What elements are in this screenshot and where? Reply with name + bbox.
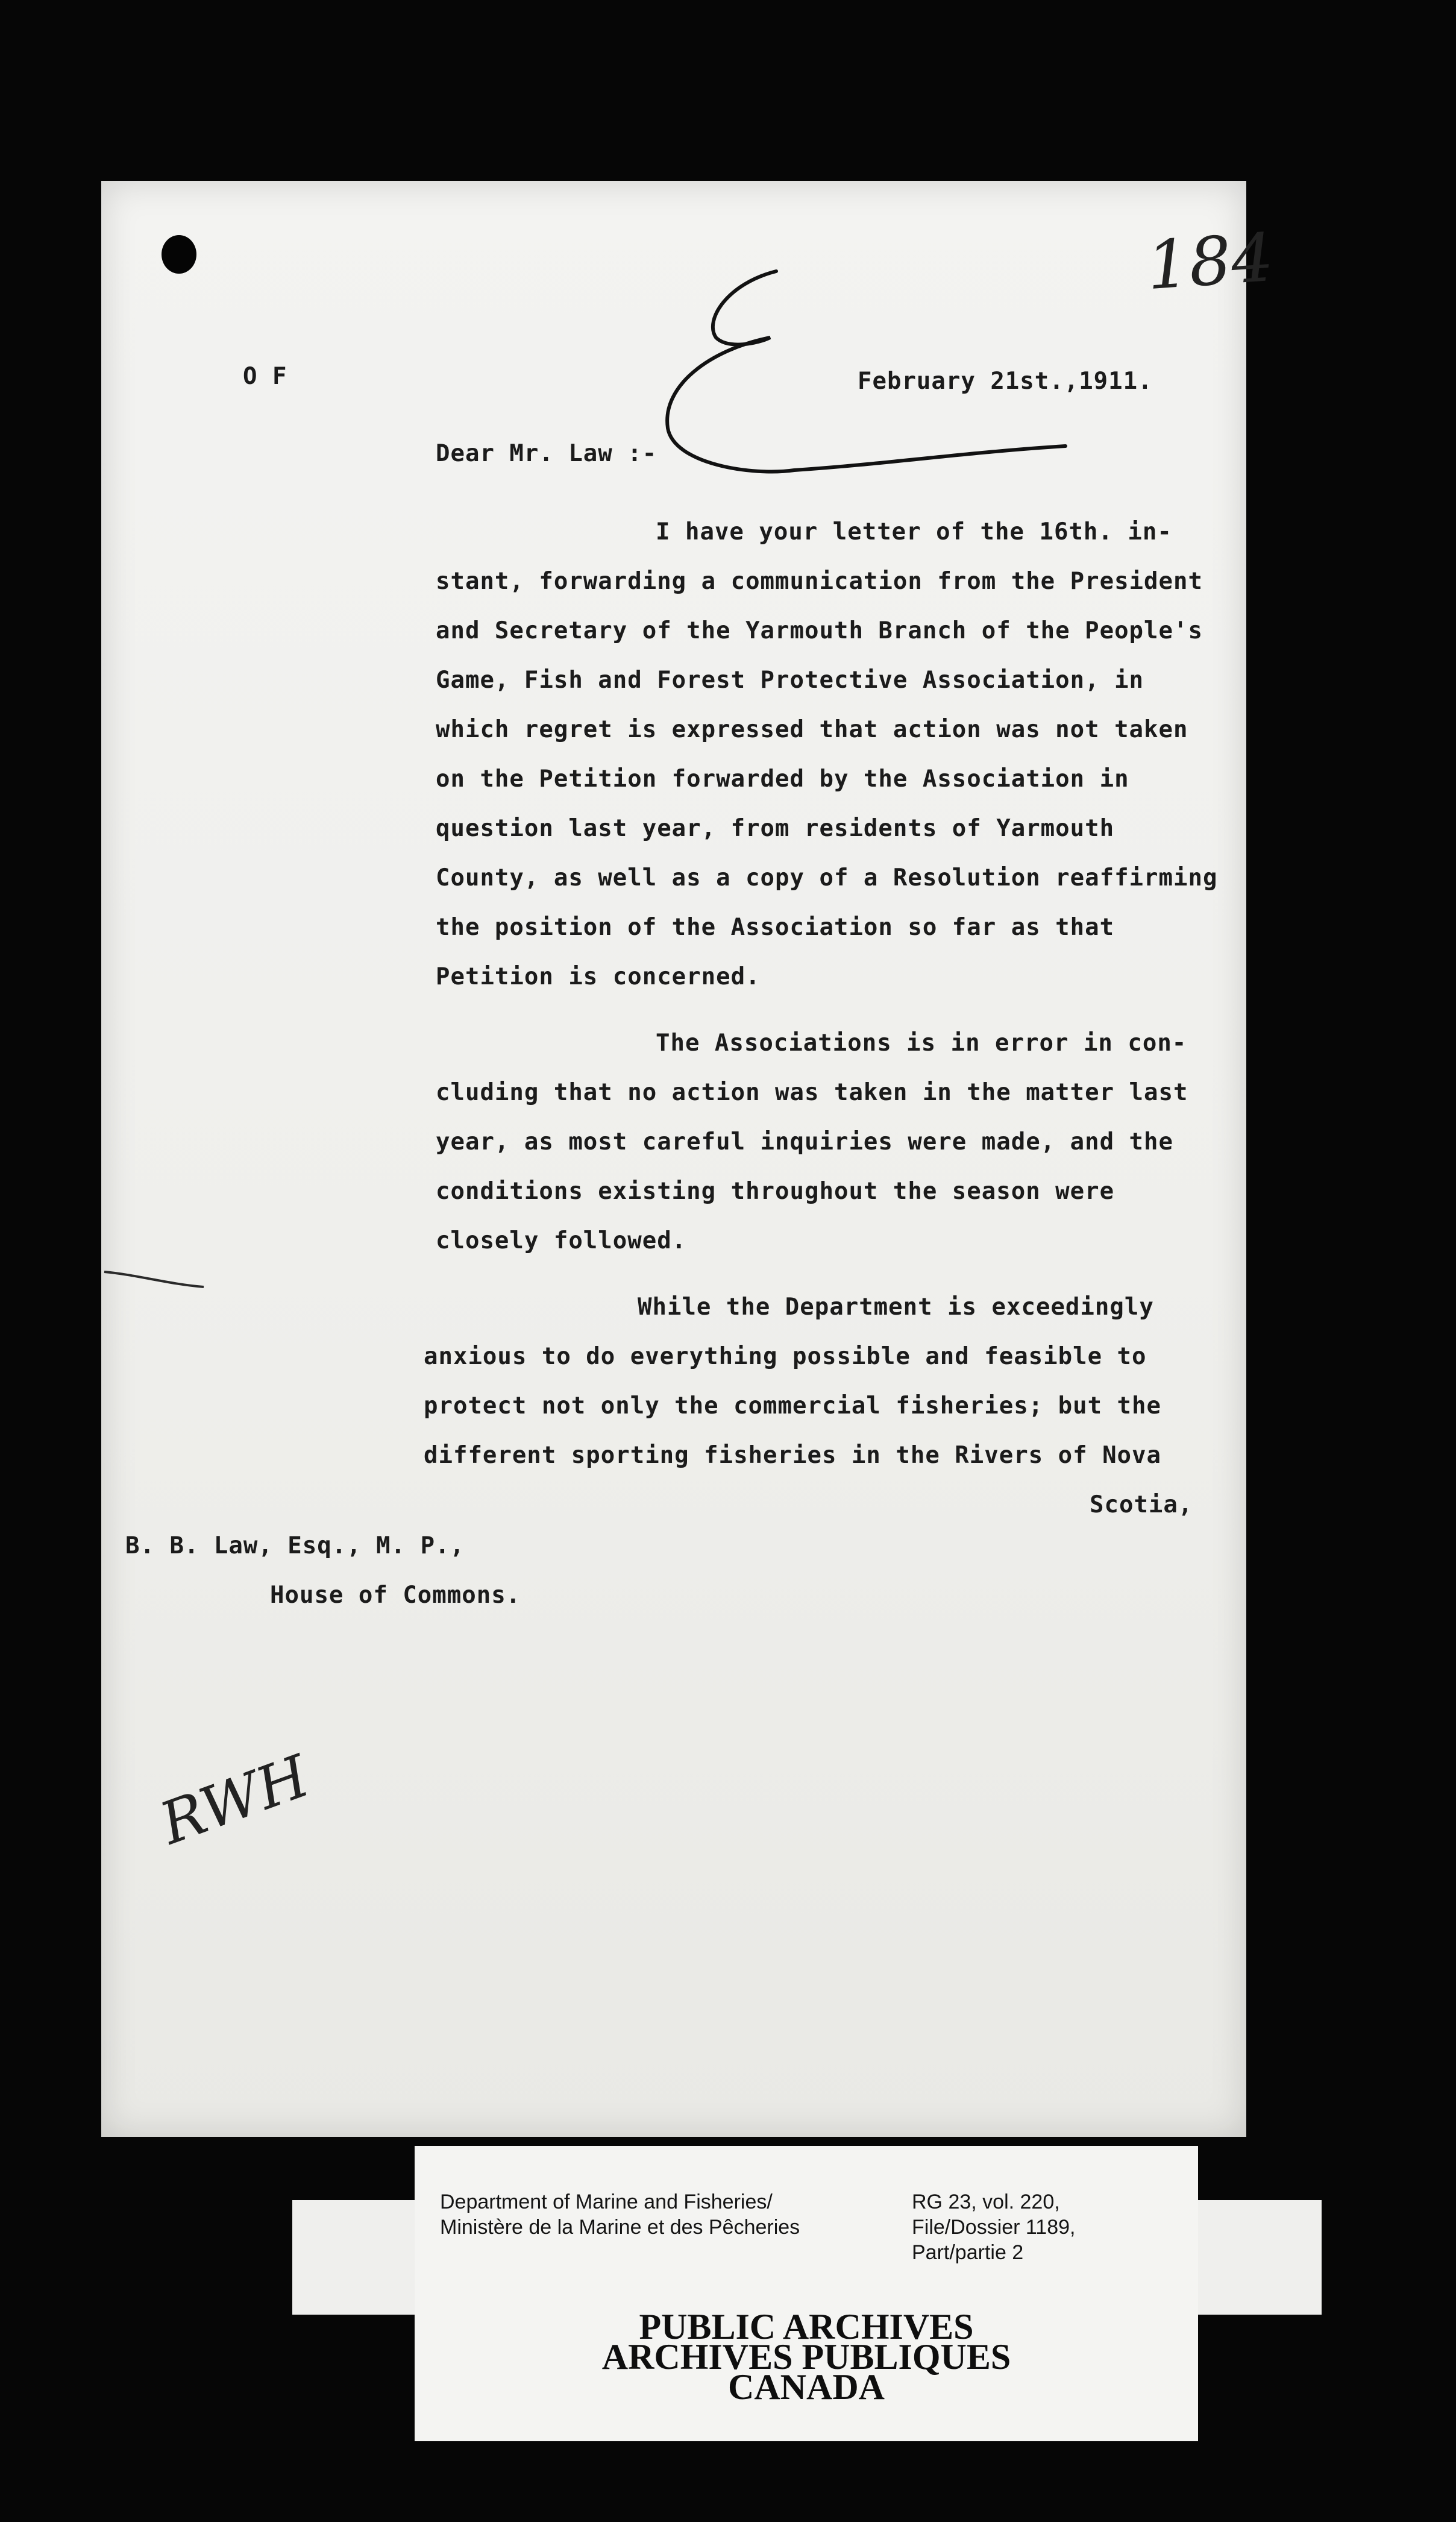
salutation: Dear Mr. Law :- <box>436 440 657 467</box>
body-line: Game, Fish and Forest Protective Association, in <box>436 667 1144 694</box>
page-number: 184 <box>1144 218 1276 305</box>
body-line: I have your letter of the 16th. in- <box>656 518 1172 546</box>
card-tab-left <box>292 2200 416 2315</box>
initials: RWH <box>151 1742 318 1858</box>
body-line: on the Petition forwarded by the Association in <box>436 766 1129 793</box>
archive-stamp-line: PUBLIC ARCHIVES <box>639 2307 974 2347</box>
body-line: which regret is expressed that action was not taken <box>436 716 1188 743</box>
body-line: Petition is concerned. <box>436 963 761 990</box>
archive-stamp-line: CANADA <box>728 2367 885 2407</box>
card-tab-right <box>1198 2200 1322 2315</box>
body-line: different sporting fisheries in the Rivers of Nova <box>424 1442 1161 1469</box>
body-line: year, as most careful inquiries were made, and the <box>436 1128 1173 1156</box>
body-line: Scotia, <box>1090 1491 1193 1518</box>
reference-line: Part/partie 2 <box>912 2241 1024 2264</box>
archive-stamp-line: ARCHIVES PUBLIQUES <box>601 2337 1011 2377</box>
body-line: While the Department is exceedingly <box>638 1294 1154 1321</box>
body-line: The Associations is in error in con- <box>656 1030 1187 1057</box>
body-line: and Secretary of the Yarmouth Branch of the People's <box>436 617 1203 644</box>
left-marker: O F <box>243 363 287 390</box>
punch-hole <box>162 235 196 274</box>
addressee-place: House of Commons. <box>270 1582 521 1609</box>
body-line: closely followed. <box>436 1227 687 1254</box>
reference-line: File/Dossier 1189, <box>912 2216 1076 2239</box>
body-line: protect not only the commercial fisheries; but the <box>424 1392 1161 1420</box>
department-en: Department of Marine and Fisheries/ <box>440 2190 773 2213</box>
body-line: stant, forwarding a communication from the President <box>436 568 1203 595</box>
body-line: cluding that no action was taken in the matter last <box>436 1079 1188 1106</box>
letter-page <box>101 181 1276 2137</box>
archive-label-card <box>415 2146 1198 2441</box>
department-fr: Ministère de la Marine et des Pêcheries <box>440 2216 800 2239</box>
body-line: anxious to do everything possible and feasible to <box>424 1343 1147 1370</box>
reference-line: RG 23, vol. 220, <box>912 2190 1060 2213</box>
body-line: County, as well as a copy of a Resolution reaffirming <box>436 864 1218 892</box>
addressee-name: B. B. Law, Esq., M. P., <box>125 1532 465 1559</box>
body-line: conditions existing throughout the season were <box>436 1178 1115 1205</box>
pen-stroke <box>101 1254 240 1302</box>
body-line: question last year, from residents of Yarmouth <box>436 815 1115 842</box>
body-line: the position of the Association so far as that <box>436 914 1115 941</box>
letter-date: February 21st.,1911. <box>858 368 1153 395</box>
